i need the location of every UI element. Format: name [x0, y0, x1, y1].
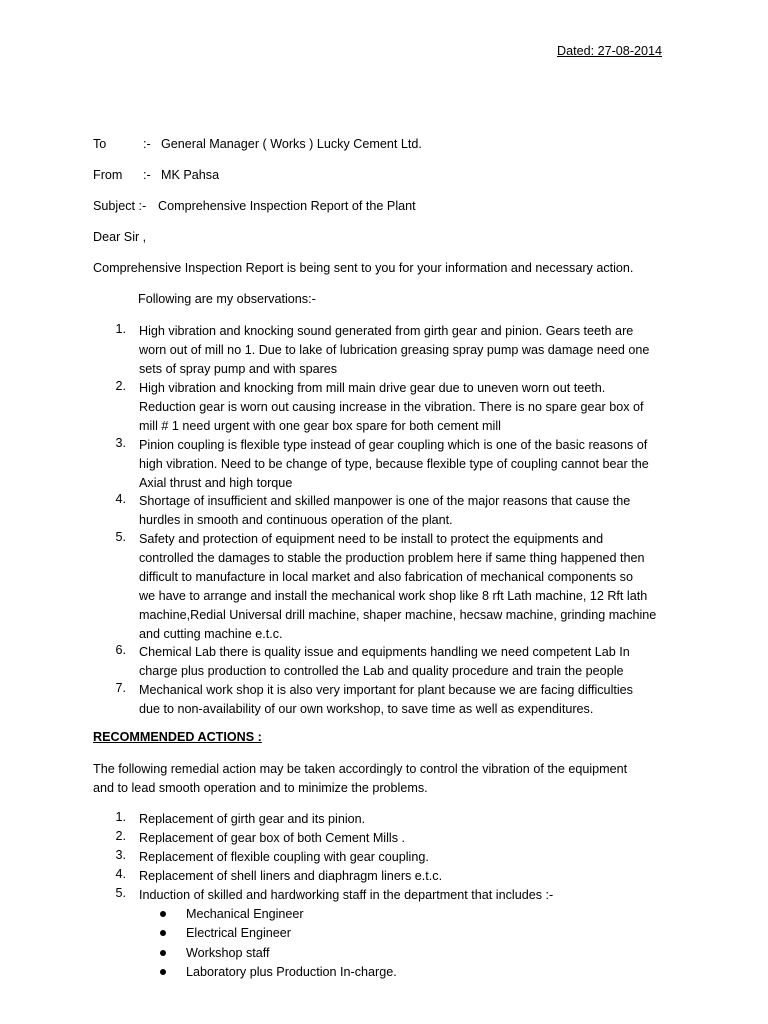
observation-line: charge plus production to controlled the Lab and quality procedure and train the people — [139, 664, 624, 678]
observation-line: machine,Redial Universal drill machine, shaper machine, hecsaw machine, grinding machine — [139, 608, 657, 622]
observation-number: 1. — [115, 322, 126, 336]
bullet-icon — [160, 969, 166, 975]
staff-item: Electrical Engineer — [186, 926, 291, 940]
action-item: Replacement of shell liners and diaphragm liners e.t.c. — [139, 869, 443, 883]
staff-item: Mechanical Engineer — [186, 907, 304, 921]
observation-line: Safety and protection of equipment need to be install to protect the equipments and — [139, 532, 604, 546]
observation-number: 6. — [115, 643, 126, 657]
observation-number: 7. — [115, 681, 126, 695]
action-item: Replacement of girth gear and its pinion. — [139, 812, 366, 826]
observation-line: sets of spray pump and with spares — [139, 362, 338, 376]
observation-line: Shortage of insufficient and skilled manpower is one of the major reasons that cause the — [139, 494, 631, 508]
observation-line: due to non-availability of our own workshop, to save time as well as expenditures. — [139, 702, 594, 716]
intro-paragraph: Comprehensive Inspection Report is being sent to you for your information and necessary action. — [93, 261, 634, 275]
from-value: MK Pahsa — [161, 168, 220, 182]
staff-item: Laboratory plus Production In-charge. — [186, 965, 397, 979]
action-item: Induction of skilled and hardworking staff in the department that includes :- — [139, 888, 554, 902]
observation-line: hurdles in smooth and continuous operation of the plant. — [139, 513, 453, 527]
observation-item — [139, 436, 649, 493]
observation-line: Axial thrust and high torque — [139, 476, 293, 490]
staff-item: Workshop staff — [186, 946, 270, 960]
observation-line: Mechanical work shop it is also very important for plant because we are facing difficulties — [139, 683, 633, 697]
observation-number: 2. — [115, 379, 126, 393]
recommended-intro-line: and to lead smooth operation and to minimize the problems. — [93, 781, 428, 795]
to-label: To — [93, 137, 107, 151]
observation-item — [139, 379, 644, 436]
observation-item — [139, 681, 633, 719]
observation-line: Reduction gear is worn out causing increase in the vibration. There is no spare gear box of — [139, 400, 644, 414]
from-line — [93, 168, 219, 182]
recommended-actions-heading: RECOMMENDED ACTIONS : — [93, 730, 262, 744]
observation-number: 5. — [115, 530, 126, 544]
recommended-intro-line: The following remedial action may be taken accordingly to control the vibration of the equipment — [93, 762, 628, 776]
observation-line: difficult to manufacture in local market and also fabrication of mechanical components so — [139, 570, 633, 584]
observation-line: high vibration. Need to be change of type, because flexible type of coupling cannot bear the — [139, 457, 649, 471]
bullet-icon — [160, 950, 166, 956]
bullet-icon — [160, 930, 166, 936]
action-number: 1. — [115, 810, 126, 824]
observation-line: Pinion coupling is flexible type instead of gear coupling which is one of the basic reasons of — [139, 438, 648, 452]
observation-line: we have to arrange and install the mechanical work shop like 8 rft Lath machine, 12 Rft lath — [139, 589, 648, 603]
observation-line: worn out of mill no 1. Due to lake of lubrication greasing spray pump was damage need one — [139, 343, 650, 357]
bullet-icon — [160, 911, 166, 917]
to-line — [93, 137, 422, 151]
action-number: 5. — [115, 886, 126, 900]
salutation: Dear Sir , — [93, 230, 147, 244]
observation-line: and cutting machine e.t.c. — [139, 627, 283, 641]
observation-line: High vibration and knocking from mill main drive gear due to uneven worn out teeth. — [139, 381, 606, 395]
observation-number: 4. — [115, 492, 126, 506]
action-number: 3. — [115, 848, 126, 862]
observation-line: Chemical Lab there is quality issue and equipments handling we need competent Lab In — [139, 645, 630, 659]
observation-number: 3. — [115, 436, 126, 450]
observation-item — [139, 643, 630, 681]
action-number: 2. — [115, 829, 126, 843]
observations-heading: Following are my observations:- — [138, 292, 316, 306]
observation-item — [139, 530, 656, 644]
observation-item — [139, 492, 630, 530]
from-separator: :- — [143, 168, 151, 182]
to-value: General Manager ( Works ) Lucky Cement Ltd. — [161, 137, 422, 151]
subject-value: Comprehensive Inspection Report of the Plant — [158, 199, 416, 213]
action-item: Replacement of flexible coupling with gear coupling. — [139, 850, 429, 864]
subject-label: Subject :- — [93, 199, 147, 213]
subject-line — [93, 199, 416, 213]
to-separator: :- — [143, 137, 151, 151]
date-line: Dated: 27-08-2014 — [557, 44, 663, 58]
action-number: 4. — [115, 867, 126, 881]
observation-item — [139, 322, 649, 379]
observation-line: controlled the damages to stable the production problem here if same thing happened then — [139, 551, 645, 565]
action-item: Replacement of gear box of both Cement Mills . — [139, 831, 405, 845]
observation-line: mill # 1 need urgent with one gear box spare for both cement mill — [139, 419, 501, 433]
from-label: From — [93, 168, 123, 182]
recommended-intro — [93, 760, 627, 798]
observation-line: High vibration and knocking sound generated from girth gear and pinion. Gears teeth are — [139, 324, 634, 338]
